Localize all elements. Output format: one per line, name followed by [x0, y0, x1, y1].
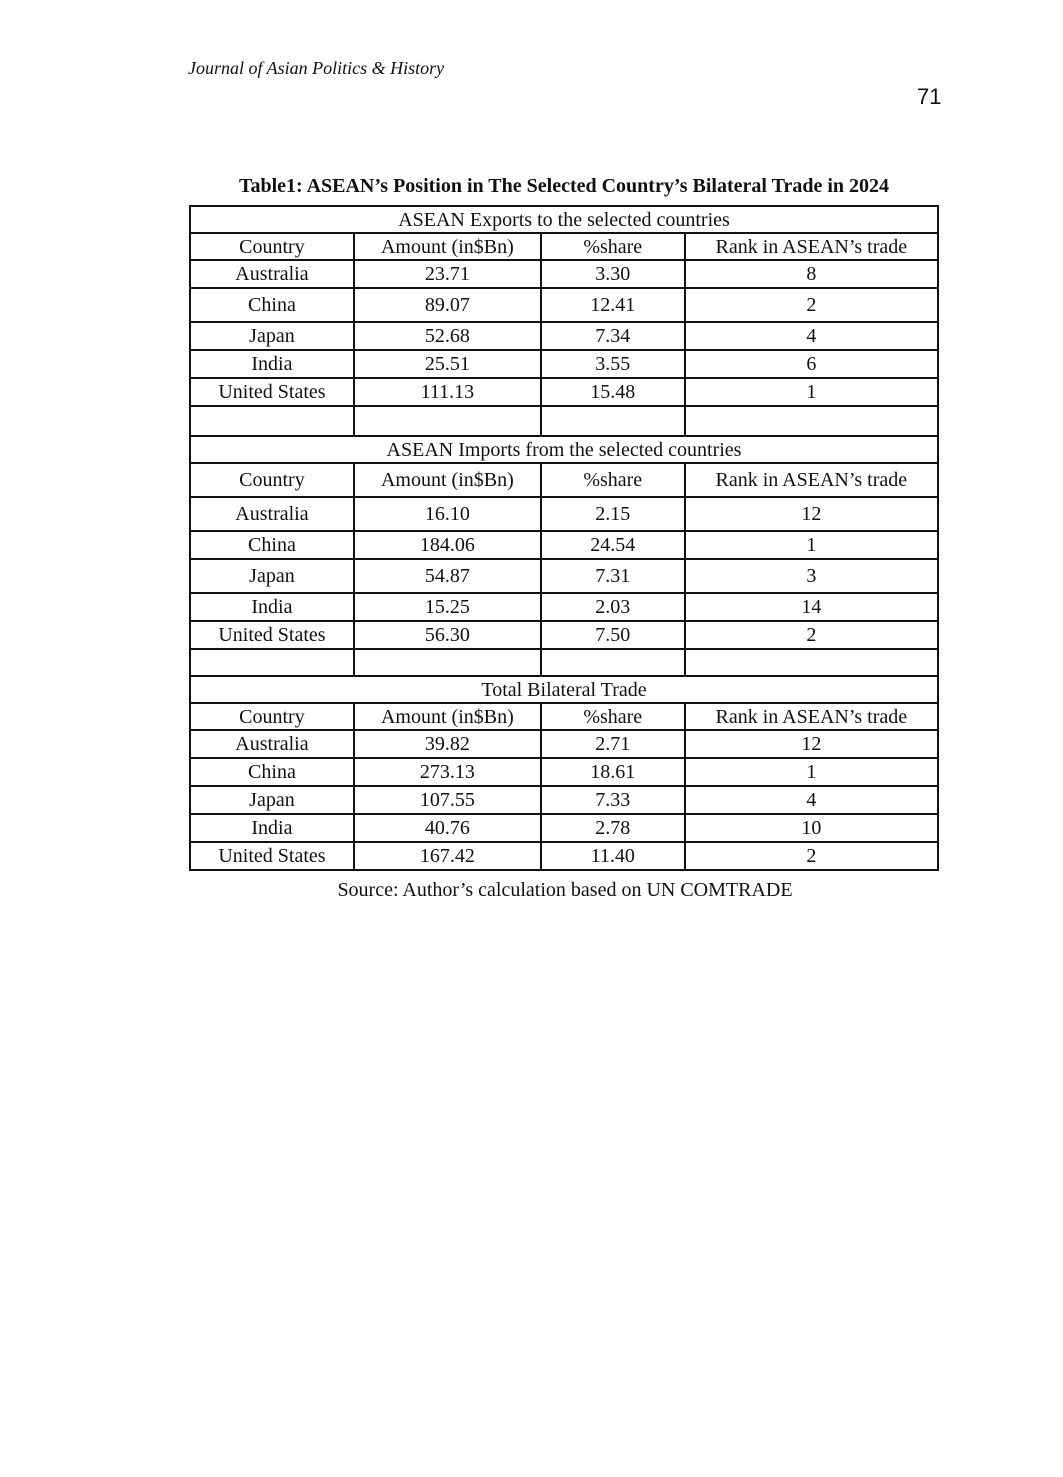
column-header-amount: Amount (in$Bn)	[354, 463, 541, 497]
table-row	[190, 322, 938, 350]
cell-country: United States	[190, 842, 354, 870]
table-source-note: Source: Author’s calculation based on UN COMTRADE	[337, 879, 793, 901]
cell-rank: 3	[685, 559, 938, 593]
table-row	[190, 260, 938, 288]
table-row	[190, 621, 938, 649]
cell-country: India	[190, 814, 354, 842]
cell-rank: 10	[685, 814, 938, 842]
column-header-amount: Amount (in$Bn)	[354, 233, 541, 260]
header-row	[190, 463, 938, 497]
cell-share: 3.55	[541, 350, 685, 378]
cell-country: Japan	[190, 786, 354, 814]
section-title-row	[190, 206, 938, 233]
cell-country: United States	[190, 621, 354, 649]
column-header-share: %share	[541, 233, 685, 260]
cell-rank: 2	[685, 288, 938, 322]
column-header-rank: Rank in ASEAN’s trade	[685, 703, 938, 730]
table-row	[190, 730, 938, 758]
cell-rank: 2	[685, 621, 938, 649]
column-header-amount: Amount (in$Bn)	[354, 703, 541, 730]
column-header-country: Country	[190, 703, 354, 730]
cell-country: Japan	[190, 559, 354, 593]
cell-amount: 273.13	[354, 758, 541, 786]
cell-amount: 25.51	[354, 350, 541, 378]
cell-country: Australia	[190, 497, 354, 531]
column-header-rank: Rank in ASEAN’s trade	[685, 233, 938, 260]
table-row	[190, 842, 938, 870]
cell-amount: 56.30	[354, 621, 541, 649]
cell-country: China	[190, 288, 354, 322]
column-header-share: %share	[541, 463, 685, 497]
cell-rank: 12	[685, 497, 938, 531]
section-title: Total Bilateral Trade	[190, 676, 938, 703]
cell-share: 2.71	[541, 730, 685, 758]
cell-rank: 6	[685, 350, 938, 378]
cell-rank: 8	[685, 260, 938, 288]
page-number: 71	[917, 84, 942, 109]
cell-share: 7.31	[541, 559, 685, 593]
cell-rank: 1	[685, 378, 938, 406]
trade-table	[189, 205, 939, 871]
cell-country: Australia	[190, 260, 354, 288]
column-header-country: Country	[190, 233, 354, 260]
cell-country: China	[190, 531, 354, 559]
cell-amount: 39.82	[354, 730, 541, 758]
cell-rank: 2	[685, 842, 938, 870]
column-header-share: %share	[541, 703, 685, 730]
cell-share: 3.30	[541, 260, 685, 288]
table-row	[190, 497, 938, 531]
running-head: Journal of Asian Politics & History	[188, 58, 445, 78]
header-row	[190, 703, 938, 730]
cell-share: 11.40	[541, 842, 685, 870]
cell-country: United States	[190, 378, 354, 406]
cell-country: China	[190, 758, 354, 786]
section-title-row	[190, 436, 938, 463]
cell-share: 7.50	[541, 621, 685, 649]
cell-share: 12.41	[541, 288, 685, 322]
cell-amount: 23.71	[354, 260, 541, 288]
cell-amount: 15.25	[354, 593, 541, 621]
cell-country: India	[190, 350, 354, 378]
table-row	[190, 378, 938, 406]
spacer-row	[190, 406, 938, 436]
table-row	[190, 531, 938, 559]
cell-amount: 52.68	[354, 322, 541, 350]
cell-share: 2.15	[541, 497, 685, 531]
table-row	[190, 559, 938, 593]
cell-amount: 89.07	[354, 288, 541, 322]
cell-amount: 184.06	[354, 531, 541, 559]
cell-country: Japan	[190, 322, 354, 350]
cell-rank: 14	[685, 593, 938, 621]
cell-amount: 167.42	[354, 842, 541, 870]
cell-amount: 54.87	[354, 559, 541, 593]
table-row	[190, 786, 938, 814]
cell-rank: 1	[685, 758, 938, 786]
column-header-rank: Rank in ASEAN’s trade	[685, 463, 938, 497]
section-title-row	[190, 676, 938, 703]
cell-amount: 16.10	[354, 497, 541, 531]
spacer-row	[190, 649, 938, 676]
cell-amount: 40.76	[354, 814, 541, 842]
cell-share: 2.78	[541, 814, 685, 842]
cell-share: 24.54	[541, 531, 685, 559]
section-title: ASEAN Exports to the selected countries	[190, 206, 938, 233]
table-row	[190, 593, 938, 621]
cell-country: Australia	[190, 730, 354, 758]
cell-share: 15.48	[541, 378, 685, 406]
cell-rank: 1	[685, 531, 938, 559]
cell-rank: 12	[685, 730, 938, 758]
section-title: ASEAN Imports from the selected countries	[190, 436, 938, 463]
column-header-country: Country	[190, 463, 354, 497]
header-row	[190, 233, 938, 260]
cell-share: 7.34	[541, 322, 685, 350]
table-row	[190, 758, 938, 786]
table-row	[190, 350, 938, 378]
cell-share: 7.33	[541, 786, 685, 814]
cell-share: 18.61	[541, 758, 685, 786]
cell-rank: 4	[685, 322, 938, 350]
cell-amount: 111.13	[354, 378, 541, 406]
cell-country: India	[190, 593, 354, 621]
cell-share: 2.03	[541, 593, 685, 621]
table-caption: Table1: ASEAN’s Position in The Selected Country’s Bilateral Trade in 2024	[238, 175, 890, 197]
cell-amount: 107.55	[354, 786, 541, 814]
table-row	[190, 288, 938, 322]
cell-rank: 4	[685, 786, 938, 814]
table-row	[190, 814, 938, 842]
